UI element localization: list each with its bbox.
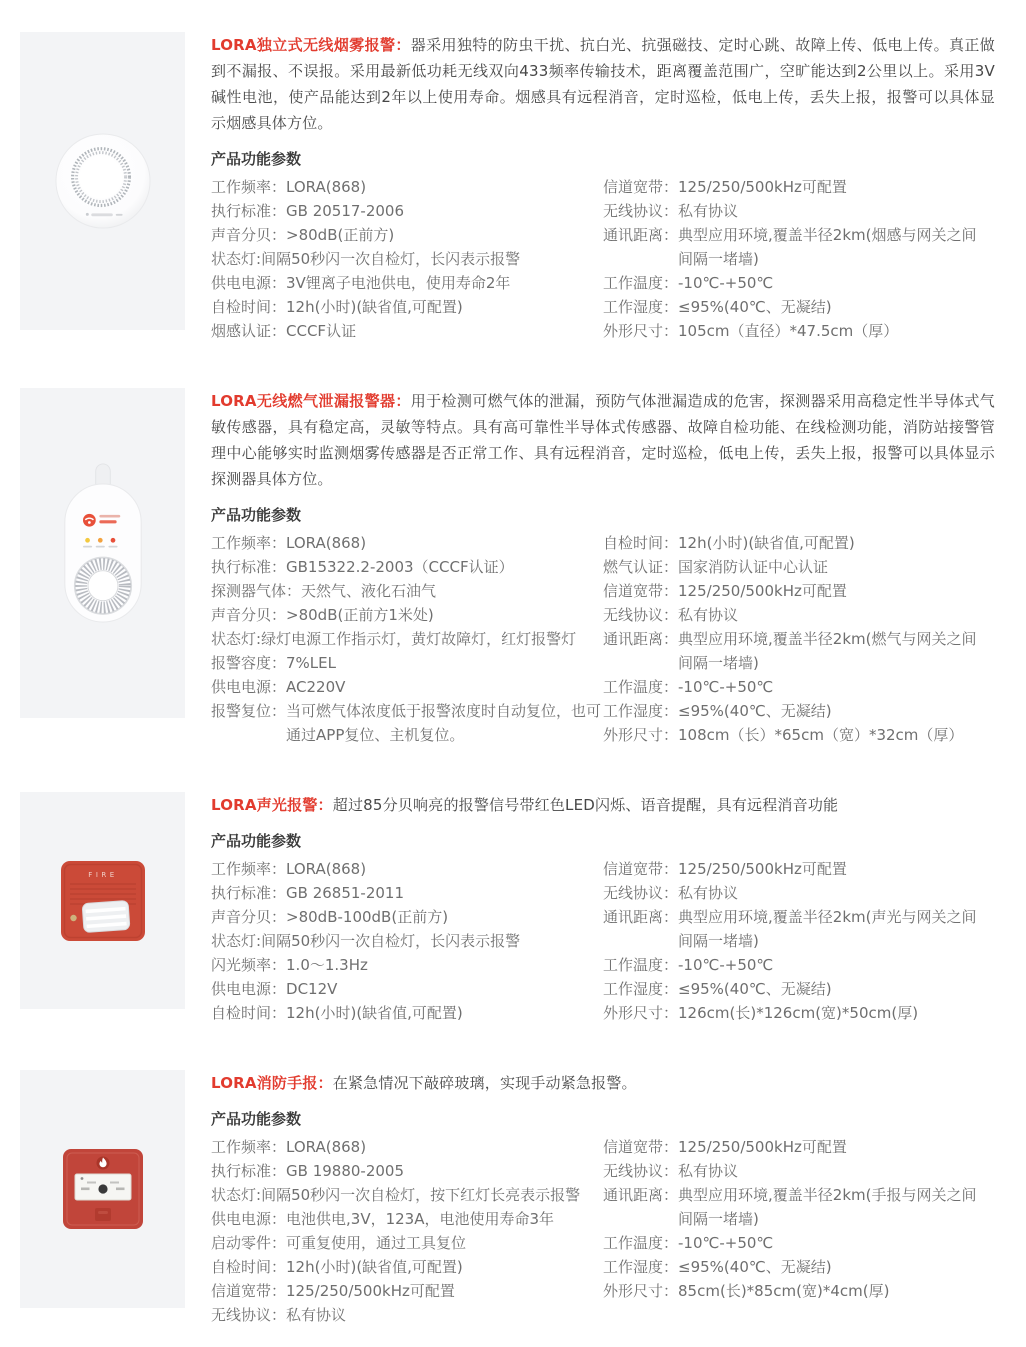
spec-row	[603, 223, 995, 271]
spec-value: 私有协议	[678, 884, 739, 902]
spec-label: 工作频率：	[211, 534, 287, 552]
spec-value: DC12V	[286, 980, 338, 998]
spec-label: 信道宽带：	[603, 582, 679, 600]
spec-label: 外形尺寸：	[603, 322, 679, 340]
product-title: LORA无线燃气泄漏报警器：	[211, 392, 411, 410]
spec-value: 12h(小时)(缺省值,可配置)	[286, 298, 463, 316]
spec-label: 通讯距离：	[603, 908, 679, 926]
spec-label: 工作湿度：	[603, 1258, 679, 1276]
spec-label: 工作温度：	[603, 678, 679, 696]
spec-value: 私有协议	[678, 606, 739, 624]
product-description: LORA无线燃气泄漏报警器：用于检测可燃气体的泄漏，预防气体泄漏造成的危害，探测器采用高稳定性半导体式气敏传感器，具有稳定高，灵敏等特点。具有高可靠性半导体式传感器、故障自检功能、在线检测功能，消防站接警管理中心能够实时监测烟雾传感器是否正常工作、具有远程消音，定时巡检，低电上传，丢失上报，报警可以具体显示探测器具体方位。	[211, 392, 995, 488]
product-description: LORA独立式无线烟雾报警：器采用独特的防虫干扰、抗白光、抗强磁技、定时心跳、故障上传、低电上传。真正做到不漏报、不误报。采用最新低功耗无线双向433频率传输技术，距离覆盖范围广，空旷能达到2公里以上。采用3V碱性电池，使产品能达到2年以上使用寿命。烟感具有远程消音，定时巡检，低电上传，丢失上报，报警可以具体显示烟感具体方位。	[211, 36, 995, 132]
spec-row	[211, 223, 603, 247]
spec-value: 私有协议	[678, 202, 739, 220]
spec-value: 可重复使用，通过工具复位	[286, 1234, 467, 1252]
spec-row	[211, 555, 603, 579]
spec-row	[603, 1135, 995, 1159]
spec-row	[603, 881, 995, 905]
spec-columns	[211, 531, 995, 747]
spec-label: 烟感认证：	[211, 322, 287, 340]
spec-row	[603, 603, 995, 627]
spec-label: 自检时间：	[603, 534, 679, 552]
spec-row	[603, 1159, 995, 1183]
product-image-box	[20, 792, 185, 1009]
spec-row	[603, 1001, 995, 1025]
spec-value: 125/250/500kHz可配置	[678, 582, 847, 600]
spec-row	[211, 881, 603, 905]
strobe-sounder-image	[59, 859, 147, 943]
spec-label: 工作湿度：	[603, 702, 679, 720]
product-image-box	[20, 32, 185, 330]
spec-label: 无线协议：	[211, 1306, 287, 1324]
section-strobe-alarm	[20, 792, 1010, 1025]
smoke-detector-image	[54, 132, 152, 230]
spec-row	[211, 1207, 603, 1231]
spec-label: 状态灯:	[211, 250, 262, 268]
spec-row	[603, 1279, 995, 1303]
spec-row	[603, 1183, 995, 1231]
spec-value: AC220V	[286, 678, 346, 696]
spec-label: 外形尺寸：	[603, 1282, 679, 1300]
spec-value: LORA(868)	[286, 178, 367, 196]
spec-row	[211, 579, 603, 603]
spec-value: 85cm(长)*85cm(宽)*4cm(厚)	[678, 1282, 890, 1300]
spec-label: 状态灯:	[211, 932, 262, 950]
spec-value: 私有协议	[286, 1306, 347, 1324]
spec-label: 供电电源：	[211, 274, 287, 292]
spec-label: 自检时间：	[211, 1258, 287, 1276]
spec-row	[211, 295, 603, 319]
spec-value: 绿灯电源工作指示灯，黄灯故障灯，红灯报警灯	[261, 630, 577, 648]
spec-value: ≤95%(40℃、无凝结)	[678, 702, 832, 720]
spec-label: 燃气认证：	[603, 558, 679, 576]
spec-value: 典型应用环境,覆盖半径2km(烟感与网关之间间隔一堵墙)	[678, 226, 977, 268]
spec-value: >80dB(正前方)	[286, 226, 395, 244]
spec-column-left	[211, 857, 603, 1025]
spec-label: 执行标准：	[211, 1162, 287, 1180]
spec-label: 供电电源：	[211, 1210, 287, 1228]
spec-value: CCCF认证	[286, 322, 357, 340]
spec-row	[603, 723, 995, 747]
spec-row	[603, 699, 995, 723]
spec-label: 无线协议：	[603, 606, 679, 624]
gas-detector-image	[53, 462, 153, 644]
spec-value: GB 19880-2005	[286, 1162, 405, 1180]
spec-label: 自检时间：	[211, 298, 287, 316]
spec-value: 125/250/500kHz可配置	[678, 178, 847, 196]
spec-label: 信道宽带：	[603, 860, 679, 878]
spec-value: ≤95%(40℃、无凝结)	[678, 298, 832, 316]
spec-row	[603, 627, 995, 675]
spec-row	[211, 175, 603, 199]
spec-row	[603, 675, 995, 699]
product-title: LORA消防手报：	[211, 1074, 333, 1092]
spec-value: 7%LEL	[286, 654, 337, 672]
spec-label: 信道宽带：	[603, 178, 679, 196]
spec-value: 1.0～1.3Hz	[286, 956, 368, 974]
spec-row	[603, 319, 995, 343]
spec-row	[603, 1231, 995, 1255]
spec-label: 通讯距离：	[603, 630, 679, 648]
spec-row	[603, 271, 995, 295]
spec-row	[211, 905, 603, 929]
spec-label: 工作温度：	[603, 274, 679, 292]
spec-value: 12h(小时)(缺省值,可配置)	[678, 534, 855, 552]
spec-value: >80dB(正前方1米处)	[286, 606, 434, 624]
spec-row	[211, 1279, 603, 1303]
spec-row	[211, 271, 603, 295]
spec-label: 工作温度：	[603, 956, 679, 974]
spec-value: 间隔50秒闪一次自检灯，长闪表示报警	[261, 250, 521, 268]
spec-label: 供电电源：	[211, 980, 287, 998]
product-spec-page	[0, 32, 1026, 1347]
spec-label: 报警复位：	[211, 702, 287, 720]
spec-value: -10℃-+50℃	[678, 678, 774, 696]
spec-row	[211, 1001, 603, 1025]
spec-value: -10℃-+50℃	[678, 274, 774, 292]
spec-value: 私有协议	[678, 1162, 739, 1180]
spec-row	[603, 977, 995, 1001]
spec-row	[211, 977, 603, 1001]
spec-label: 执行标准：	[211, 558, 287, 576]
spec-value: ≤95%(40℃、无凝结)	[678, 1258, 832, 1276]
spec-label: 外形尺寸：	[603, 1004, 679, 1022]
spec-value: 3V锂离子电池供电，使用寿命2年	[286, 274, 511, 292]
spec-row	[211, 247, 603, 271]
spec-value: 典型应用环境,覆盖半径2km(燃气与网关之间间隔一堵墙)	[678, 630, 977, 672]
spec-label: 执行标准：	[211, 884, 287, 902]
spec-column-left	[211, 175, 603, 343]
product-image-box	[20, 1070, 185, 1308]
spec-row	[211, 953, 603, 977]
spec-row	[211, 699, 603, 747]
spec-label: 信道宽带：	[603, 1138, 679, 1156]
spec-label: 启动零件：	[211, 1234, 287, 1252]
spec-value: >80dB-100dB(正前方)	[286, 908, 449, 926]
spec-row	[211, 1231, 603, 1255]
product-description: LORA消防手报：在紧急情况下敲碎玻璃，实现手动紧急报警。	[211, 1074, 637, 1092]
spec-column-right	[603, 531, 995, 747]
spec-row	[211, 603, 603, 627]
spec-row	[211, 857, 603, 881]
spec-column-right	[603, 857, 995, 1025]
spec-label: 工作频率：	[211, 178, 287, 196]
section-content	[211, 792, 995, 1025]
spec-label: 通讯距离：	[603, 1186, 679, 1204]
spec-label: 报警容度：	[211, 654, 287, 672]
spec-row	[211, 1255, 603, 1279]
spec-value: GB15322.2-2003（CCCF认证）	[286, 558, 514, 576]
spec-value: 125/250/500kHz可配置	[678, 1138, 847, 1156]
params-heading: 产品功能参数	[211, 150, 302, 168]
spec-column-left	[211, 1135, 603, 1327]
spec-value: 126cm(长)*126cm(宽)*50cm(厚)	[678, 1004, 919, 1022]
spec-column-left	[211, 531, 603, 747]
spec-row	[211, 627, 603, 651]
spec-value: -10℃-+50℃	[678, 1234, 774, 1252]
spec-value: 125/250/500kHz可配置	[678, 860, 847, 878]
spec-value: ≤95%(40℃、无凝结)	[678, 980, 832, 998]
spec-value: 典型应用环境,覆盖半径2km(声光与网关之间间隔一堵墙)	[678, 908, 977, 950]
spec-row	[211, 929, 603, 953]
spec-row	[603, 579, 995, 603]
spec-columns	[211, 175, 995, 343]
product-title: LORA声光报警：	[211, 796, 333, 814]
spec-row	[211, 531, 603, 555]
svg-text:FIRE: FIRE	[87, 870, 118, 879]
spec-value: 12h(小时)(缺省值,可配置)	[286, 1258, 463, 1276]
spec-row	[603, 295, 995, 319]
spec-label: 无线协议：	[603, 202, 679, 220]
spec-label: 工作频率：	[211, 860, 287, 878]
spec-label: 执行标准：	[211, 202, 287, 220]
spec-row	[211, 675, 603, 699]
spec-row	[603, 1255, 995, 1279]
spec-label: 自检时间：	[211, 1004, 287, 1022]
spec-row	[211, 651, 603, 675]
spec-value: LORA(868)	[286, 860, 367, 878]
section-content	[211, 388, 995, 747]
spec-row	[211, 319, 603, 343]
params-heading: 产品功能参数	[211, 506, 302, 524]
spec-value: 125/250/500kHz可配置	[286, 1282, 455, 1300]
spec-value: 典型应用环境,覆盖半径2km(手报与网关之间间隔一堵墙)	[678, 1186, 977, 1228]
spec-label: 工作湿度：	[603, 980, 679, 998]
spec-row	[211, 199, 603, 223]
spec-row	[603, 199, 995, 223]
spec-column-right	[603, 1135, 995, 1327]
spec-row	[603, 905, 995, 953]
spec-value: 12h(小时)(缺省值,可配置)	[286, 1004, 463, 1022]
spec-label: 闪光频率：	[211, 956, 287, 974]
section-gas-alarm	[20, 388, 1010, 747]
section-content	[211, 1070, 995, 1327]
spec-row	[211, 1183, 603, 1207]
spec-column-right	[603, 175, 995, 343]
spec-row	[603, 555, 995, 579]
manual-call-point-image	[62, 1148, 144, 1230]
spec-row	[211, 1159, 603, 1183]
spec-value: 间隔50秒闪一次自检灯，长闪表示报警	[261, 932, 521, 950]
spec-value: LORA(868)	[286, 534, 367, 552]
spec-value: 天然气、液化石油气	[301, 582, 437, 600]
spec-row	[603, 531, 995, 555]
spec-label: 无线协议：	[603, 1162, 679, 1180]
spec-label: 探测器气体：	[211, 582, 302, 600]
section-content	[211, 32, 995, 343]
spec-value: LORA(868)	[286, 1138, 367, 1156]
spec-value: 108cm（长）*65cm（宽）*32cm（厚）	[678, 726, 964, 744]
spec-value: 国家消防认证中心认证	[678, 558, 829, 576]
section-manual-call-point	[20, 1070, 1010, 1327]
spec-value: -10℃-+50℃	[678, 956, 774, 974]
product-description: LORA声光报警：超过85分贝响亮的报警信号带红色LED闪烁、语音提醒，具有远程消音功能	[211, 796, 839, 814]
spec-label: 工作温度：	[603, 1234, 679, 1252]
params-heading: 产品功能参数	[211, 832, 302, 850]
spec-label: 声音分贝：	[211, 606, 287, 624]
spec-label: 状态灯:	[211, 630, 262, 648]
spec-row	[211, 1135, 603, 1159]
spec-label: 工作湿度：	[603, 298, 679, 316]
spec-row	[603, 175, 995, 199]
spec-value: GB 26851-2011	[286, 884, 405, 902]
spec-row	[211, 1303, 603, 1327]
spec-row	[603, 857, 995, 881]
section-smoke-alarm	[20, 32, 1010, 343]
spec-columns	[211, 1135, 995, 1327]
spec-label: 供电电源：	[211, 678, 287, 696]
spec-row	[603, 953, 995, 977]
params-heading: 产品功能参数	[211, 1110, 302, 1128]
spec-value: GB 20517-2006	[286, 202, 405, 220]
spec-value: 电池供电,3V，123A，电池使用寿命3年	[286, 1210, 555, 1228]
spec-label: 工作频率：	[211, 1138, 287, 1156]
spec-label: 状态灯:	[211, 1186, 262, 1204]
spec-value: 105cm（直径）*47.5cm（厚）	[678, 322, 899, 340]
spec-label: 声音分贝：	[211, 226, 287, 244]
spec-label: 信道宽带：	[211, 1282, 287, 1300]
spec-value: 当可燃气体浓度低于报警浓度时自动复位，也可通过APP复位、主机复位。	[286, 702, 602, 744]
product-image-box	[20, 388, 185, 718]
spec-columns	[211, 857, 995, 1025]
spec-label: 无线协议：	[603, 884, 679, 902]
spec-label: 外形尺寸：	[603, 726, 679, 744]
spec-label: 通讯距离：	[603, 226, 679, 244]
spec-value: 间隔50秒闪一次自检灯，按下红灯长亮表示报警	[261, 1186, 581, 1204]
product-title: LORA独立式无线烟雾报警：	[211, 36, 411, 54]
spec-label: 声音分贝：	[211, 908, 287, 926]
